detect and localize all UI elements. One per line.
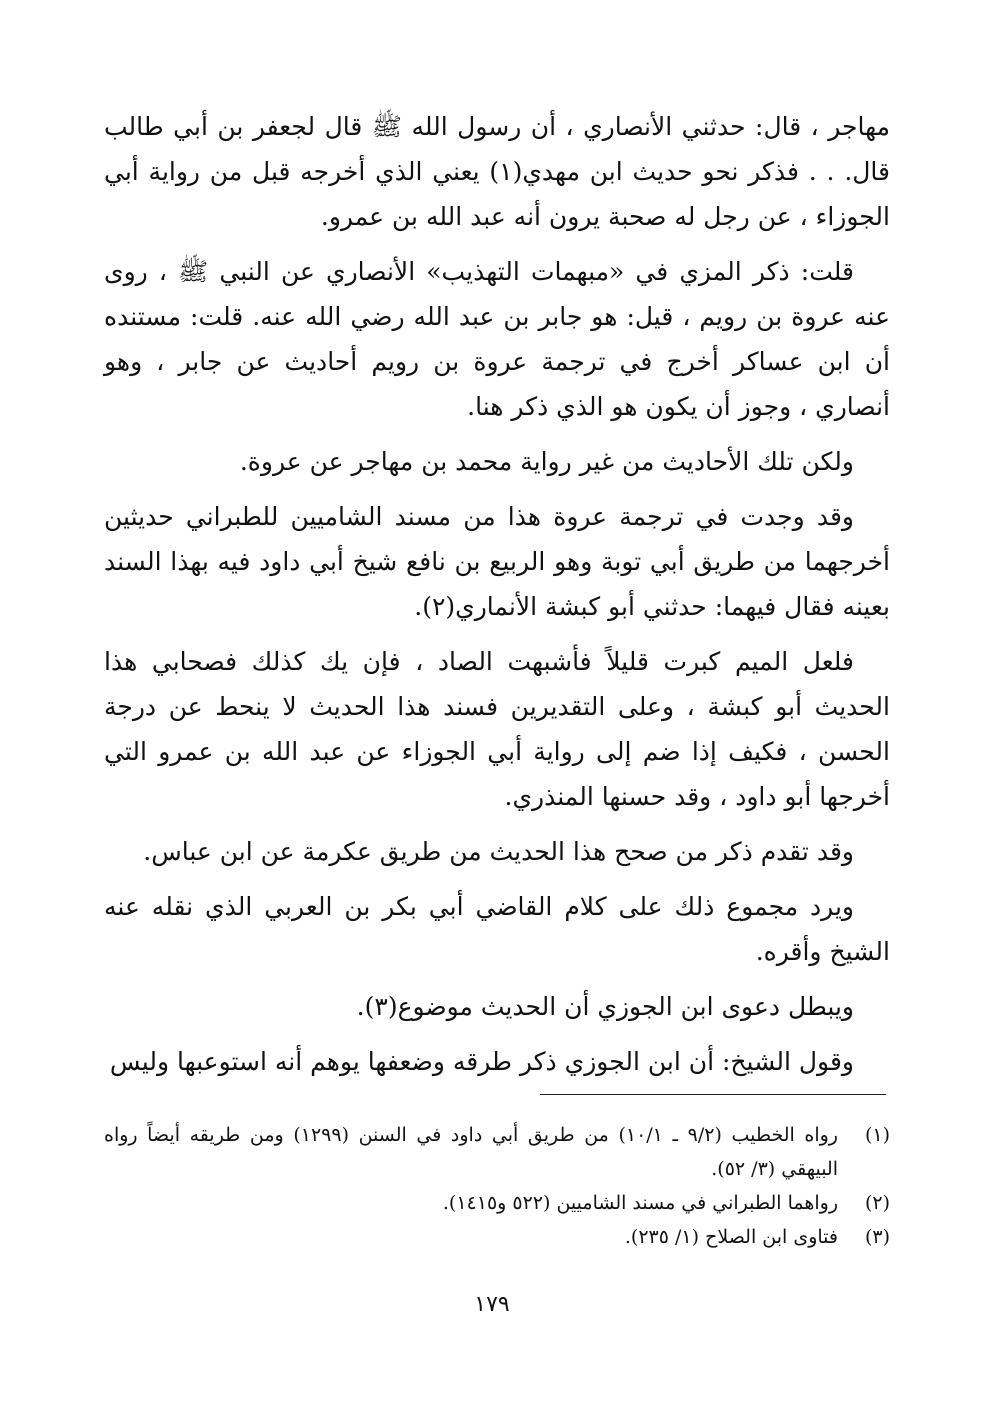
footnote-separator: [540, 1094, 886, 1095]
footnotes: [104, 1118, 890, 1254]
paragraph-9: وقول الشيخ: أن ابن الجوزي ذكر طرقه وضعفها يوهم أنه استوعبها وليس: [109, 1047, 854, 1076]
paragraph-7: ويرد مجموع ذلك على كلام القاضي أبي بكر بن العربي الذي نقله عنه الشيخ وأقره.: [104, 892, 890, 966]
paragraph-5: فلعل الميم كبرت قليلاً فأشبهت الصاد ، فإن يك كذلك فصحابي هذا الحديث أبو كبشة ، وعلى التقديرين فسند هذا الحديث لا ينحط عن درجة الحسن ، فكيف إذا ضم إلى رواية أبي الجوزاء عن عبد الله بن عمرو التي أخرجها أبو داود ، وقد حسنها المنذري.: [104, 647, 890, 811]
footnote-1: [104, 1118, 890, 1186]
paragraph-1: مهاجر ، قال: حدثني الأنصاري ، أن رسول الله ﷺ قال لجعفر بن أبي طالب قال. . . فذكر نحو حديث ابن مهدي(١) يعني الذي أخرجه قبل من رواية أبي الجوزاء ، عن رجل له صحبة يرون أنه عبد الله بن عمرو.: [104, 112, 890, 231]
footnote-text: فتاوى ابن الصلاح (١/ ٢٣٥).: [624, 1226, 838, 1248]
paragraph-8: ويبطل دعوى ابن الجوزي أن الحديث موضوع(٣).: [356, 992, 854, 1021]
paragraph-2: قلت: ذكر المزي في «مبهمات التهذيب» الأنصاري عن النبي ﷺ ، روى عنه عروة بن رويم ، قيل: هو جابر بن عبد الله رضي الله عنه. قلت: مستنده أن ابن عساكر أخرج في ترجمة عروة بن رويم أحاديث عن جابر ، وهو أنصاري ، وجوز أن يكون هو الذي ذكر هنا.: [104, 257, 890, 421]
footnote-text: رواه الخطيب (٩/٢ ـ ١٠/١) من طريق أبي داود في السنن (١٢٩٩) ومن طريقه أيضاً رواه البيهقي (٣/ ٥٢).: [104, 1124, 838, 1180]
footnote-text: رواهما الطبراني في مسند الشاميين (٥٢٢ و١٤١٥).: [442, 1192, 838, 1214]
main-text: [104, 104, 890, 1094]
footnote-number: (٣): [864, 1226, 890, 1248]
paragraph-6: وقد تقدم ذكر من صحح هذا الحديث من طريق عكرمة عن ابن عباس.: [143, 837, 854, 866]
page-number: ١٧٩: [474, 1292, 510, 1317]
paragraph-4: وقد وجدت في ترجمة عروة هذا من مسند الشاميين للطبراني حديثين أخرجهما من طريق أبي توبة وهو الربيع بن نافع شيخ أبي داود فيه بهذا السند بعينه فقال فيهما: حدثني أبو كبشة الأنماري(٢).: [104, 502, 890, 621]
footnote-2: [104, 1186, 890, 1220]
footnote-number: (٢): [864, 1192, 890, 1214]
footnote-number: (١): [864, 1124, 890, 1146]
paragraph-3: ولكن تلك الأحاديث من غير رواية محمد بن مهاجر عن عروة.: [239, 447, 854, 476]
footnote-3: [104, 1220, 890, 1254]
